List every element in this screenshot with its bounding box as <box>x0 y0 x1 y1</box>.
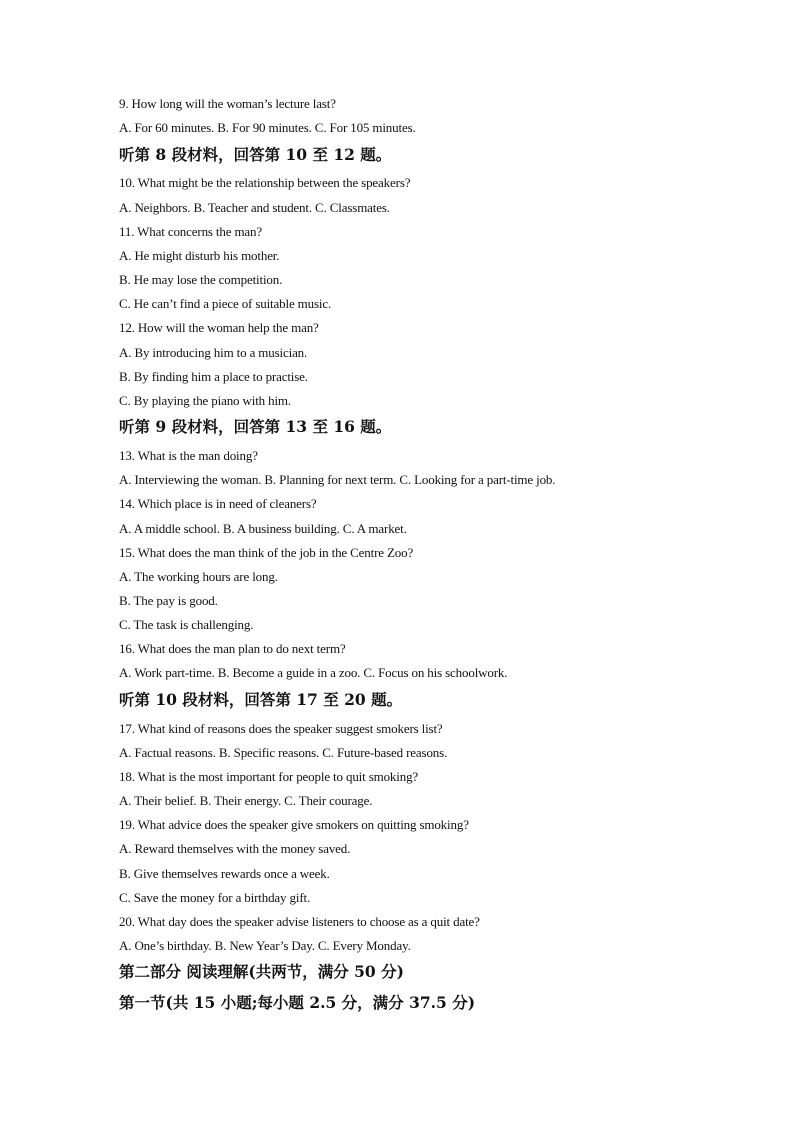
question-17-options: A. Factual reasons. B. Specific reasons. C. Future-based reasons. <box>119 745 448 760</box>
question-10-options: A. Neighbors. B. Teacher and student. C. Classmates. <box>119 200 390 215</box>
question-15: 15. What does the man think of the job in the Centre Zoo? <box>119 545 414 560</box>
question-9-options: A. For 60 minutes. B. For 90 minutes. C. For 105 minutes. <box>119 120 416 135</box>
question-16-options: A. Work part-time. B. Become a guide in a zoo. C. Focus on his schoolwork. <box>119 665 508 680</box>
section-one-heading: 第一节(共 15 小题;每小题 2.5 分，满分 37.5 分) <box>119 993 476 1012</box>
question-12-option-b: B. By finding him a place to practise. <box>119 369 308 384</box>
question-19: 19. What advice does the speaker give smokers on quitting smoking? <box>119 817 469 832</box>
question-14: 14. Which place is in need of cleaners? <box>119 496 317 511</box>
question-10: 10. What might be the relationship between the speakers? <box>119 175 411 190</box>
question-12: 12. How will the woman help the man? <box>119 320 319 335</box>
question-20-options: A. One’s birthday. B. New Year’s Day. C. Every Monday. <box>119 938 411 953</box>
question-13: 13. What is the man doing? <box>119 448 258 463</box>
section-heading-8: 听第 8 段材料，回答第 10 至 12 题。 <box>119 145 392 164</box>
question-12-option-a: A. By introducing him to a musician. <box>119 345 308 360</box>
question-18-options: A. Their belief. B. Their energy. C. Their courage. <box>119 793 373 808</box>
question-18: 18. What is the most important for people to quit smoking? <box>119 769 419 784</box>
question-15-option-a: A. The working hours are long. <box>119 569 278 584</box>
question-15-option-c: C. The task is challenging. <box>119 617 254 632</box>
part-two-heading: 第二部分 阅读理解(共两节，满分 50 分) <box>119 962 404 981</box>
question-14-options: A. A middle school. B. A business building. C. A market. <box>119 521 407 536</box>
question-11: 11. What concerns the man? <box>119 224 263 239</box>
question-15-option-b: B. The pay is good. <box>119 593 218 608</box>
question-11-option-b: B. He may lose the competition. <box>119 272 283 287</box>
question-19-option-c: C. Save the money for a birthday gift. <box>119 890 311 905</box>
question-9: 9. How long will the woman’s lecture last? <box>119 96 336 111</box>
question-11-option-a: A. He might disturb his mother. <box>119 248 280 263</box>
question-12-option-c: C. By playing the piano with him. <box>119 393 291 408</box>
question-16: 16. What does the man plan to do next term? <box>119 641 346 656</box>
section-heading-9: 听第 9 段材料，回答第 13 至 16 题。 <box>119 417 392 436</box>
section-heading-10: 听第 10 段材料，回答第 17 至 20 题。 <box>119 690 403 709</box>
question-11-option-c: C. He can’t find a piece of suitable music. <box>119 296 332 311</box>
question-19-option-a: A. Reward themselves with the money saved. <box>119 841 351 856</box>
question-13-options: A. Interviewing the woman. B. Planning for next term. C. Looking for a part-time job. <box>119 472 556 487</box>
question-20: 20. What day does the speaker advise listeners to choose as a quit date? <box>119 914 480 929</box>
question-17: 17. What kind of reasons does the speaker suggest smokers list? <box>119 721 443 736</box>
question-19-option-b: B. Give themselves rewards once a week. <box>119 866 330 881</box>
